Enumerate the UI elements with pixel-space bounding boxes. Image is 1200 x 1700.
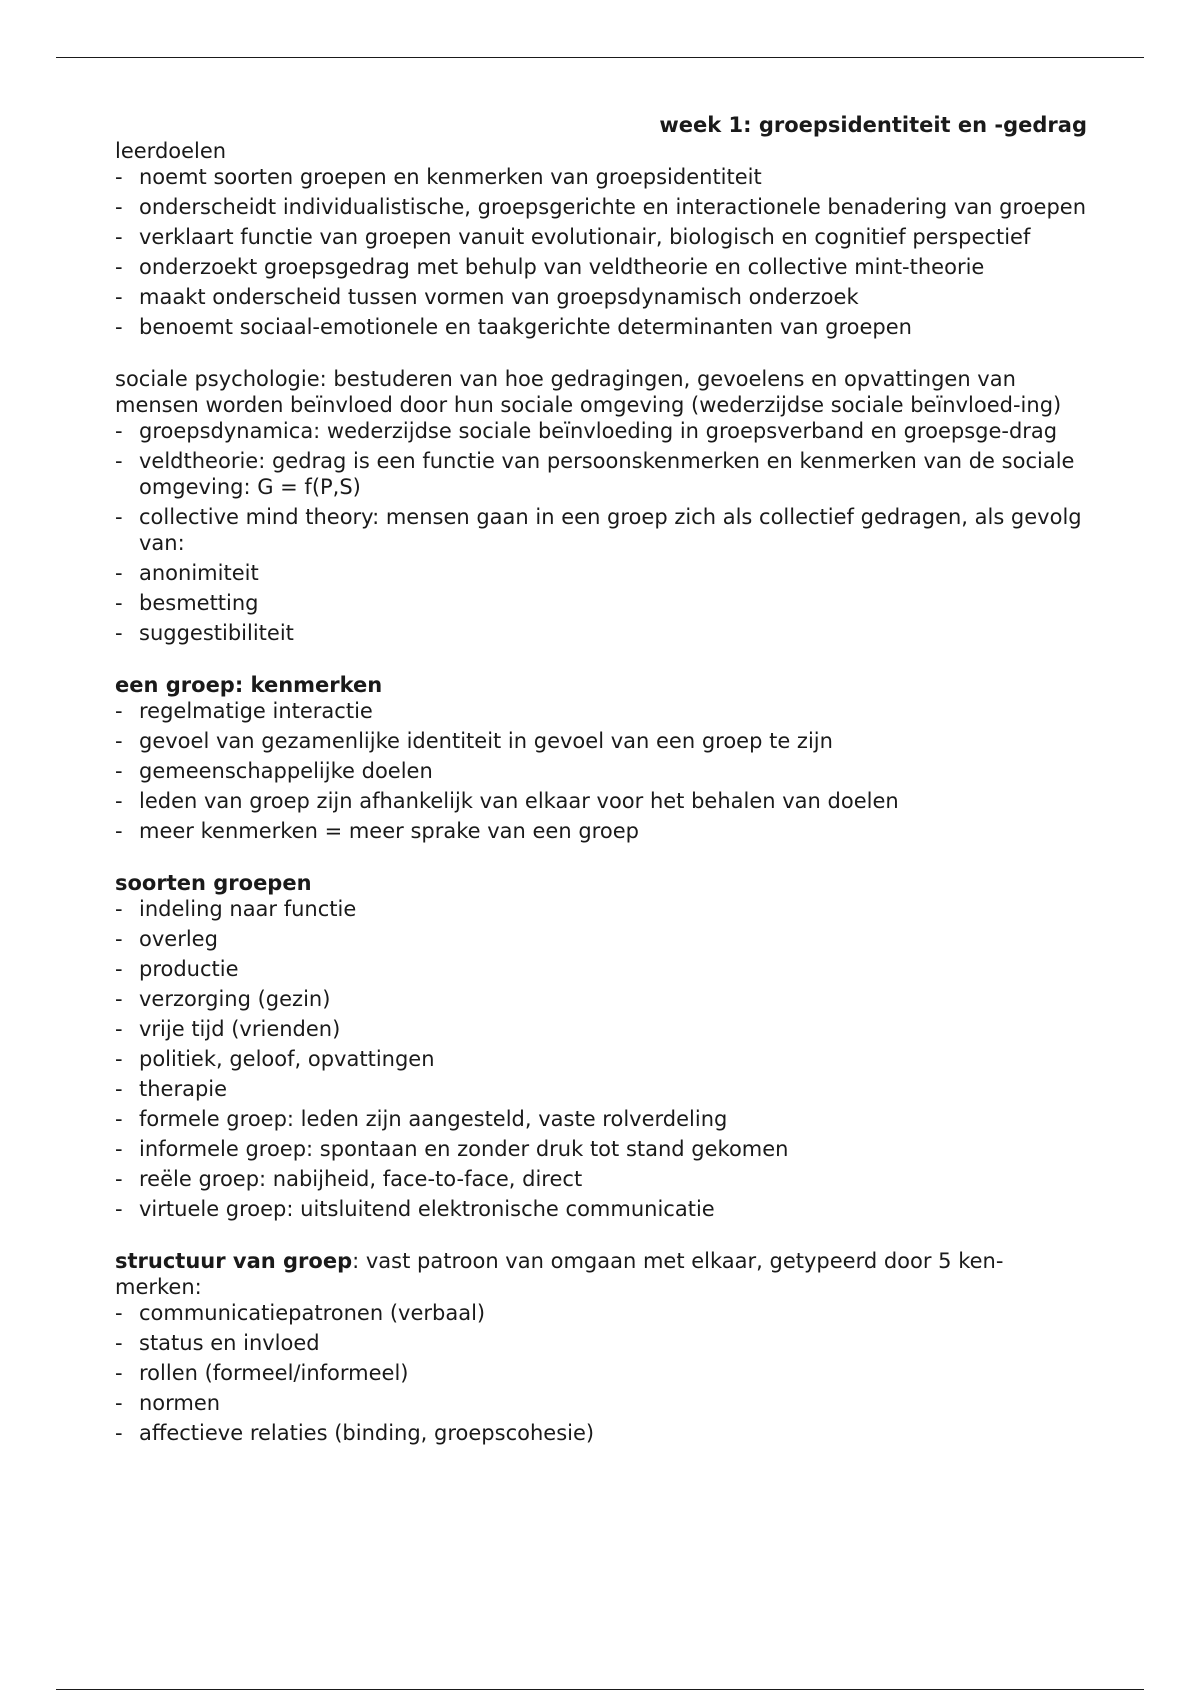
- list-item: - meer kenmerken = meer sprake van een groep: [115, 818, 1087, 844]
- structuur-intro: [115, 1248, 1087, 1300]
- list-item: - verzorging (gezin): [115, 986, 1087, 1012]
- list-item: - onderzoekt groepsgedrag met behulp van veldtheorie en collective mint-theorie: [115, 254, 1087, 280]
- list-item: - productie: [115, 956, 1087, 982]
- list-item: - reële groep: nabijheid, face-to-face, direct: [115, 1166, 1087, 1192]
- structuur-list: [115, 1300, 1087, 1446]
- list-item: - politiek, geloof, opvattingen: [115, 1046, 1087, 1072]
- list-item: - communicatiepatronen (verbaal): [115, 1300, 1087, 1326]
- list-item: - formele groep: leden zijn aangesteld, vaste rolverdeling: [115, 1106, 1087, 1132]
- list-item: - status en invloed: [115, 1330, 1087, 1356]
- top-rule: [56, 57, 1144, 58]
- list-item: - indeling naar functie: [115, 896, 1087, 922]
- list-item: - affectieve relaties (binding, groepscohesie): [115, 1420, 1087, 1446]
- sociale-psychologie-section: [115, 366, 1087, 646]
- list-item: - rollen (formeel/informeel): [115, 1360, 1087, 1386]
- list-item: - normen: [115, 1390, 1087, 1416]
- list-item: - gevoel van gezamenlijke identiteit in gevoel van een groep te zijn: [115, 728, 1087, 754]
- list-item: - regelmatige interactie: [115, 698, 1087, 724]
- bottom-rule: [56, 1689, 1144, 1690]
- list-item: - overleg: [115, 926, 1087, 952]
- list-item: - verklaart functie van groepen vanuit evolutionair, biologisch en cognitief perspectief: [115, 224, 1087, 250]
- list-item: - leden van groep zijn afhankelijk van elkaar voor het behalen van doelen: [115, 788, 1087, 814]
- leerdoelen-list: [115, 164, 1087, 340]
- list-item: - onderscheidt individualistische, groepsgerichte en interactionele benadering van groepen: [115, 194, 1087, 220]
- list-item: - maakt onderscheid tussen vormen van groepsdynamisch onderzoek: [115, 284, 1087, 310]
- list-item: - informele groep: spontaan en zonder druk tot stand gekomen: [115, 1136, 1087, 1162]
- list-item: - virtuele groep: uitsluitend elektronische communicatie: [115, 1196, 1087, 1222]
- list-item: - groepsdynamica: wederzijdse sociale beïnvloeding in groepsverband en groepsge-drag: [115, 418, 1087, 444]
- list-item: - collective mind theory: mensen gaan in een groep zich als collectief gedragen, als gevolg van:: [115, 504, 1087, 556]
- structuur-section: [115, 1248, 1087, 1446]
- list-item: - veldtheorie: gedrag is een functie van persoonskenmerken en kenmerken van de sociale omgeving: G = f(P,S): [115, 448, 1087, 500]
- soorten-list: [115, 896, 1087, 1222]
- page-title: week 1: groepsidentiteit en -gedrag: [659, 113, 1087, 137]
- list-item: - vrije tijd (vrienden): [115, 1016, 1087, 1042]
- list-item: - benoemt sociaal-emotionele en taakgerichte determinanten van groepen: [115, 314, 1087, 340]
- kenmerken-heading: een groep: kenmerken: [115, 673, 383, 697]
- list-item: - suggestibiliteit: [115, 620, 1087, 646]
- list-item: - therapie: [115, 1076, 1087, 1102]
- kenmerken-section: [115, 672, 1087, 844]
- structuur-heading: structuur van groep: [115, 1249, 353, 1273]
- soorten-section: [115, 870, 1087, 1222]
- structuur-text: : vast patroon van omgaan met elkaar, getypeerd door 5 ken-merken:: [115, 1249, 1004, 1299]
- list-item: - gemeenschappelijke doelen: [115, 758, 1087, 784]
- kenmerken-list: [115, 698, 1087, 844]
- list-item: - besmetting: [115, 590, 1087, 616]
- list-item: - noemt soorten groepen en kenmerken van groepsidentiteit: [115, 164, 1087, 190]
- list-item: - anonimiteit: [115, 560, 1087, 586]
- sociale-psychologie-list: [115, 418, 1087, 646]
- leerdoelen-label: leerdoelen: [115, 139, 227, 163]
- soorten-heading: soorten groepen: [115, 871, 312, 895]
- sociale-psychologie-text: sociale psychologie: bestuderen van hoe gedragingen, gevoelens en opvattingen van mensen worden beïnvloed door hun sociale omgeving (wederzijdse sociale beïnvloed-ing): [115, 367, 1062, 417]
- document-body: [115, 112, 1087, 1450]
